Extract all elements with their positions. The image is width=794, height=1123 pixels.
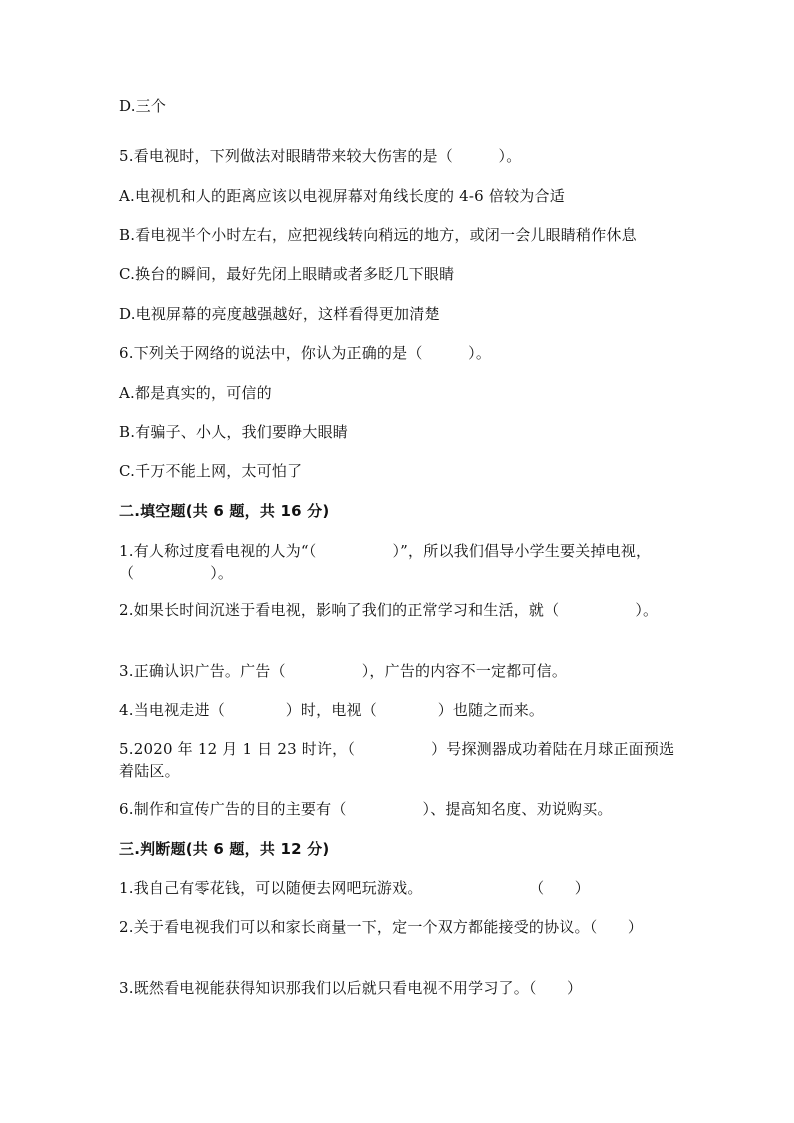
fill-question-6: 6.制作和宣传广告的目的主要有（ ）、提高知名度、劝说购买。	[119, 800, 613, 818]
question-5: 5.看电视时，下列做法对眼睛带来较大伤害的是（ ）。	[119, 147, 522, 165]
q6-option-b: B.有骗子、小人，我们要睁大眼睛	[119, 423, 348, 441]
q6-option-a: A.都是真实的，可信的	[119, 384, 272, 402]
q5-option-b: B.看电视半个小时左右，应把视线转向稍远的地方，或闭一会儿眼睛稍作休息	[119, 226, 637, 244]
question-6: 6.下列关于网络的说法中，你认为正确的是（ ）。	[119, 344, 492, 362]
fill-question-2: 2.如果长时间沉迷于看电视，影响了我们的正常学习和生活，就（ ）。	[119, 601, 659, 619]
section-fill-in-heading: 二.填空题(共 6 题，共 16 分)	[119, 502, 330, 520]
q6-option-c: C.千万不能上网，太可怕了	[119, 462, 303, 480]
q5-option-d: D.电视屏幕的亮度越强越好，这样看得更加清楚	[119, 305, 440, 323]
q5-option-c: C.换台的瞬间，最好先闭上眼睛或者多眨几下眼睛	[119, 265, 455, 283]
fill-question-4: 4.当电视走进（ ）时，电视（ ）也随之而来。	[119, 701, 545, 719]
fill-question-3: 3.正确认识广告。广告（ ），广告的内容不一定都可信。	[119, 662, 568, 680]
judge-question-3: 3.既然看电视能获得知识那我们以后就只看电视不用学习了。（ ）	[119, 979, 583, 997]
option-5-d-prev: D.三个	[119, 97, 167, 115]
fill-question-5: 5.2020 年 12 月 1 日 23 时许，（ ）号探测器成功着陆在月球正面预选着陆区。	[119, 740, 675, 780]
q5-option-a: A.电视机和人的距离应该以电视屏幕对角线长度的 4-6 倍较为合适	[119, 187, 565, 205]
judge-question-1: 1.我自己有零花钱，可以随便去网吧玩游戏。 （ ）	[119, 879, 590, 897]
section-judge-heading: 三.判断题(共 6 题，共 12 分)	[119, 840, 330, 858]
fill-question-1: 1.有人称过度看电视的人为“（ ）”，所以我们倡导小学生要关掉电视，（ ）。	[119, 542, 652, 582]
judge-question-2: 2.关于看电视我们可以和家长商量一下，定一个双方都能接受的协议。（ ）	[119, 918, 644, 936]
